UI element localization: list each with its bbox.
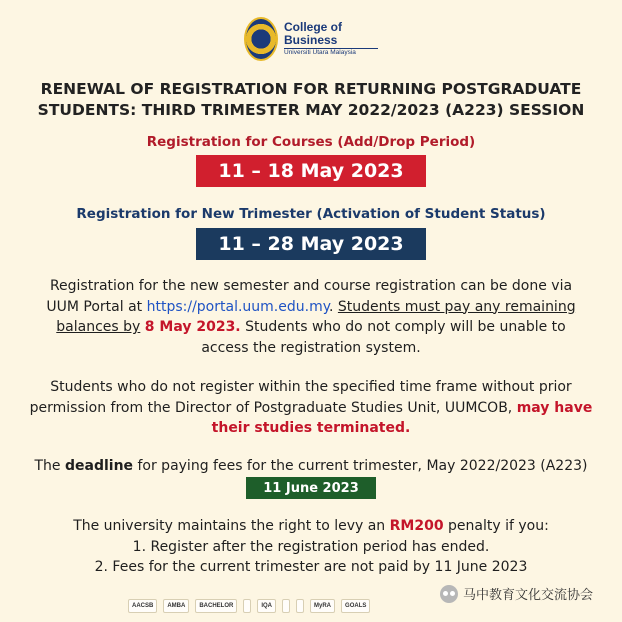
watermark [440, 584, 593, 603]
uum-seal-icon [244, 17, 278, 61]
courses-label: Registration for Courses (Add/Drop Period) [146, 134, 476, 150]
trimester-label: Registration for New Trimester (Activation of Student Status) [76, 206, 546, 222]
wechat-icon [440, 585, 458, 603]
badge-accreditation [282, 599, 290, 613]
termination-warning: may have [516, 399, 593, 416]
para1-line2 [0, 297, 622, 318]
para1-text: UUM Portal at [46, 298, 147, 315]
penalty-item-1: 1. Register after the registration period has ended. [132, 538, 490, 555]
deadline-line [0, 456, 622, 477]
deadline-date-banner: 11 June 2023 [246, 477, 376, 499]
logo-line2: Business [284, 32, 338, 47]
accreditation-badges [128, 598, 370, 614]
balance-due-date: 8 May 2023. [144, 319, 241, 335]
portal-link[interactable]: https://portal.uum.edu.my [146, 298, 329, 315]
para1-line1: Registration for the new semester and course registration can be done via [49, 278, 573, 294]
logo-line1: College of [284, 20, 343, 34]
termination-paragraph [0, 377, 622, 439]
penalty-text: penalty if you: [443, 518, 549, 534]
para1-text: Students who do not comply will be unable to [240, 319, 566, 335]
penalty-item-2: 2. Fees for the current trimester are not paid by 11 June 2023 [94, 559, 528, 575]
badge-aacsb: AACSB [128, 599, 157, 613]
logo-subtitle: Universiti Utara Malaysia [284, 49, 356, 57]
para1-text: . [329, 298, 338, 315]
title-line1: RENEWAL OF REGISTRATION FOR RETURNING POSTGRADUATE [40, 80, 582, 98]
payment-notice-cont: balances by [56, 319, 141, 335]
badge-iqa: IQA [257, 599, 276, 613]
trimester-dates-banner: 11 – 28 May 2023 [196, 228, 426, 260]
badge-bachelor: BACHELOR [195, 599, 237, 613]
badge-accreditation [243, 599, 251, 613]
college-logo [244, 13, 384, 65]
watermark-text: 马中教育文化交流协会 [463, 588, 594, 603]
para2-line2 [0, 398, 622, 419]
registration-paragraph [0, 276, 622, 358]
courses-dates-banner: 11 – 18 May 2023 [196, 155, 426, 187]
para1-line3 [0, 317, 622, 338]
penalty-intro [0, 516, 622, 537]
para1-line4: access the registration system. [201, 339, 421, 356]
deadline-text: for paying fees for the current trimester, May 2022/2023 (A223) [133, 458, 588, 474]
badge-myra: MyRA [310, 599, 335, 613]
badge-accreditation [296, 599, 304, 613]
title-line2: STUDENTS: THIRD TRIMESTER MAY 2022/2023 (A223) SESSION [37, 101, 585, 119]
page-title [0, 79, 622, 121]
badge-goals: GOALS [341, 599, 370, 613]
penalty-text: The university maintains the right to levy an [73, 518, 390, 534]
para2-text: permission from the Director of Postgraduate Studies Unit, UUMCOB, [29, 399, 517, 416]
deadline-text: The [34, 458, 65, 474]
termination-warning-cont: their studies terminated. [211, 420, 411, 436]
badge-amba: AMBA [163, 599, 189, 613]
logo-text [284, 21, 378, 57]
penalty-paragraph [0, 516, 622, 578]
para2-line1: Students who do not register within the specified time frame without prior [50, 379, 572, 395]
deadline-word: deadline [64, 458, 134, 474]
payment-notice: Students must pay any remaining [337, 298, 576, 315]
penalty-amount: RM200 [389, 518, 444, 534]
